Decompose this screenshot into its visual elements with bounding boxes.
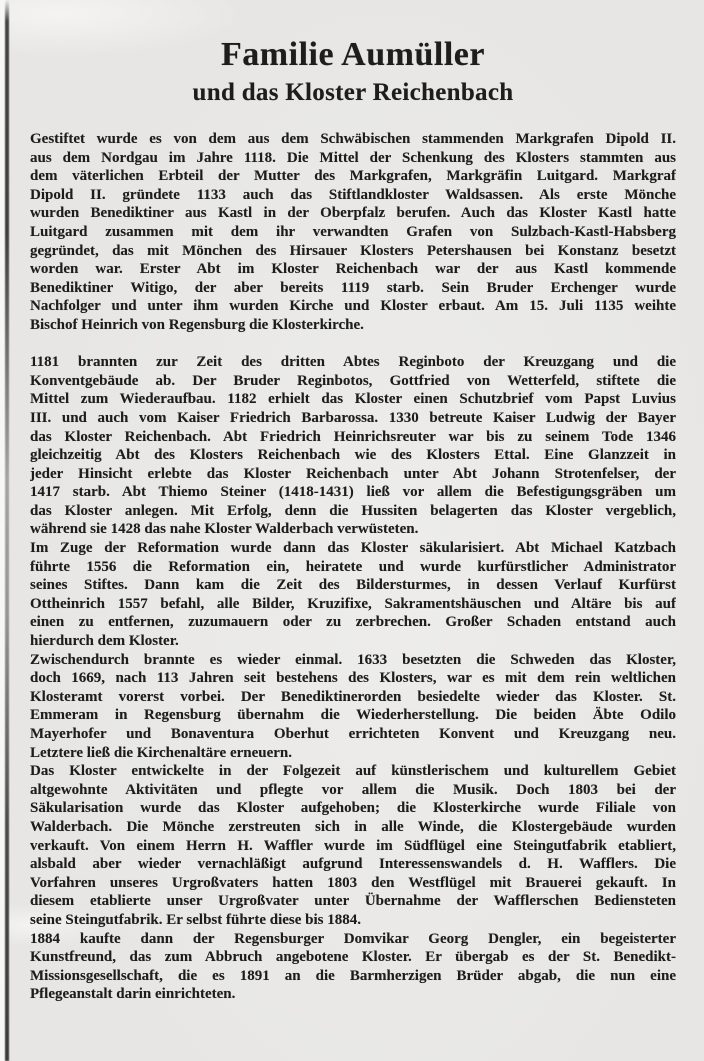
text-line: III. und auch vom Kaiser Friedrich Barbarossa. 1330 betreute Kaiser Ludwig der Bayer bbox=[30, 409, 676, 426]
paragraph-3 bbox=[30, 539, 676, 651]
text-line: Im Zuge der Reformation wurde dann das Kloster säkularisiert. Abt Michael Katzbach bbox=[30, 540, 676, 557]
scan-edge-line bbox=[5, 0, 9, 1061]
text-line: Das Kloster entwickelte in der Folgezeit auf künstlerischem und kulturellem Gebiet bbox=[30, 763, 676, 780]
text-line: 1181 brannten zur Zeit des dritten Abtes Reginboto der Kreuzgang und die bbox=[30, 354, 676, 371]
text-line: dem väterlichen Erbteil der Mutter des Markgrafen, Markgräfin Luitgard. Markgraf bbox=[30, 168, 676, 185]
text-line: Nachfolger und unter ihm wurden Kirche und Kloster erbaut. Am 15. Juli 1135 weihte bbox=[30, 298, 676, 315]
text-line: Gestiftet wurde es von dem aus dem Schwäbischen stammenden Markgrafen Dipold II. bbox=[30, 131, 676, 147]
text-line: Konventgebäude ab. Der Bruder Reginbotos, Gottfried von Wetterfeld, stiftete die bbox=[30, 372, 676, 389]
text-line: Benediktiner Witigo, der aber bereits 1119 starb. Sein Bruder Erchenger wurde bbox=[30, 279, 676, 296]
text-line: aus dem Nordgau im Jahre 1118. Die Mittel der Schenkung des Klosters stammten aus bbox=[30, 149, 676, 166]
page-subtitle: und das Kloster Reichenbach bbox=[192, 79, 514, 106]
text-line: Säkularisation wurde das Kloster aufgehoben; die Klosterkirche wurde Filiale von bbox=[30, 800, 676, 817]
text-line: einen zu entfernen, zuzumauern oder zu zerbrechen. Großer Schaden entstand auch bbox=[30, 614, 676, 631]
text-line: doch 1669, nach 113 Jahren seit bestehens des Klosters, war es mit dem rein weltlichen bbox=[30, 670, 676, 687]
paragraph-5 bbox=[30, 762, 676, 929]
text-line: Vorfahren unseres Urgroßvaters hatten 1803 den Westflügel mit Brauerei gekauft. In bbox=[30, 874, 676, 891]
paragraph-2 bbox=[30, 353, 676, 539]
text-line: worden war. Erster Abt im Kloster Reichenbach war der aus Kastl kommende bbox=[30, 261, 676, 278]
text-line: Zwischendurch brannte es wieder einmal. 1633 besetzten die Schweden das Kloster, bbox=[30, 651, 676, 668]
document-content bbox=[30, 34, 676, 1004]
text-line: seine Steingutfabrik. Er selbst führte diese bis 1884. bbox=[30, 911, 361, 928]
text-line: diesem etablierte unser Urgroßvater unter Übernahme der Wafflerschen Bediensteten bbox=[30, 893, 676, 910]
text-line: während sie 1428 das nahe Kloster Walderbach verwüsteten. bbox=[30, 521, 419, 538]
text-line: Bischof Heinrich von Regensburg die Klosterkirche. bbox=[30, 316, 364, 333]
text-line: alsbald aber wieder vernachläßigt aufgrund Interessenswandels d. H. Wafflers. Die bbox=[30, 856, 676, 873]
text-line: Luitgard zusammen mit dem ihr verwandten Grafen von Sulzbach-Kastl-Habsberg bbox=[30, 223, 676, 240]
text-line: das Kloster anlegen. Mit Erfolg, denn die Hussiten belagerten das Kloster vergeblich, bbox=[30, 502, 676, 519]
text-line: seines Stiftes. Dann kam die Zeit des Bildersturmes, in dessen Verlauf Kurfürst bbox=[30, 577, 676, 594]
text-line: Kunstfreund, das zum Abbruch angebotene Kloster. Er übergab es der St. Benedikt- bbox=[30, 949, 676, 966]
page-title: Familie Aumüller bbox=[221, 36, 485, 73]
paragraph-6 bbox=[30, 930, 676, 1004]
text-line: Letztere ließ die Kirchenaltäre erneuern. bbox=[30, 744, 293, 761]
text-line: verkauft. Von einem Herrn H. Waffler wurde im Südflügel eine Steingutfabrik etabliert, bbox=[30, 837, 676, 854]
text-line: Walderbach. Die Mönche zerstreuten sich in alle Winde, die Klostergebäude wurden bbox=[30, 818, 676, 835]
paragraph-1 bbox=[30, 130, 676, 335]
text-line: Pflegeanstalt darin einrichteten. bbox=[30, 986, 236, 1003]
text-line: Emmeram in Regensburg übernahm die Wiederherstellung. Die beiden Äbte Odilo bbox=[30, 707, 676, 724]
text-line: jeder Hinsicht erlebte das Kloster Reichenbach unter Abt Johann Strotenfelser, der bbox=[30, 465, 676, 482]
text-line: hierdurch dem Kloster. bbox=[30, 633, 179, 650]
text-line: gegründet, das mit Mönchen des Hirsauer Klosters Petershausen bei Konstanz besetzt bbox=[30, 242, 676, 259]
text-line: gleichzeitig Abt des Klosters Reichenbach wie des Klosters Ettal. Eine Glanzzeit in bbox=[30, 447, 676, 464]
text-line: Mittel zum Wiederaufbau. 1182 erhielt das Kloster einen Schutzbrief vom Papst Luvius bbox=[30, 391, 676, 408]
text-line: 1884 kaufte dann der Regensburger Domvikar Georg Dengler, ein begeisterter bbox=[30, 930, 676, 947]
text-line: Ottheinrich 1557 befahl, alle Bilder, Kruzifixe, Sakramentshäuschen und Altäre bis auf bbox=[30, 595, 676, 612]
text-line: Dipold II. gründete 1133 auch das Stiftlandkloster Waldsassen. Als erste Mönche bbox=[30, 186, 676, 203]
text-line: Klosteramt vorerst vorbei. Der Benediktinerorden besiedelte wieder das Kloster. St. bbox=[30, 688, 676, 705]
body-text bbox=[30, 130, 676, 1004]
text-line: 1417 starb. Abt Thiemo Steiner (1418-1431) ließ vor allem die Befestigungsgräben um bbox=[30, 484, 676, 501]
text-line: Mayerhofer und Bonaventura Oberhut errichteten Konvent und Kreuzgang neu. bbox=[30, 726, 676, 742]
text-line: wurden Benediktiner aus Kastl in der Oberpfalz berufen. Auch das Kloster Kastl hatte bbox=[30, 205, 676, 222]
text-line: das Kloster Reichenbach. Abt Friedrich Heinrichsreuter war bis zu seinem Tode 1346 bbox=[30, 428, 676, 445]
paragraph-4 bbox=[30, 651, 676, 763]
text-line: altgewohnte Aktivitäten und pflegte vor allem die Musik. Doch 1803 bei der bbox=[30, 781, 676, 798]
text-line: Missionsgesellschaft, die es 1891 an die Barmherzigen Brüder abgab, die nun eine bbox=[30, 967, 676, 984]
text-line: führte 1556 die Reformation ein, heiratete und wurde kurfürstlicher Administrator bbox=[30, 558, 676, 575]
